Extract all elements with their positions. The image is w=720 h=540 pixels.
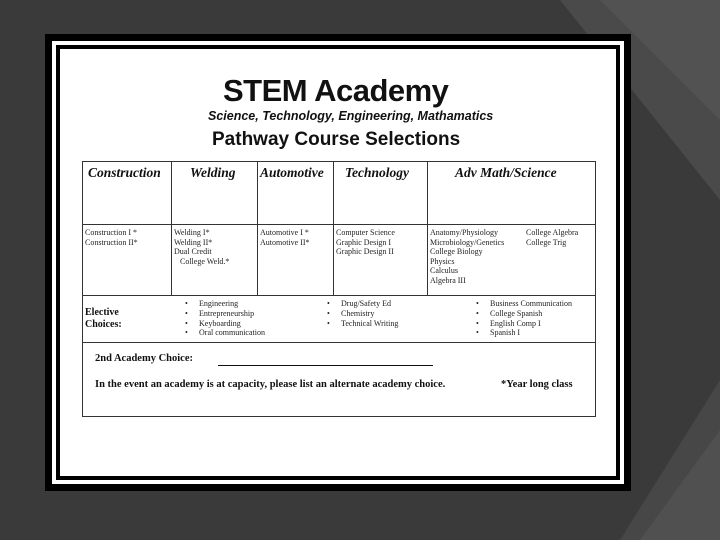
document-sheet	[60, 49, 616, 476]
year-long-note: *Year long class	[501, 379, 573, 390]
header-technology: Technology	[345, 165, 409, 180]
second-choice-label: 2nd Academy Choice:	[95, 353, 193, 364]
document-heading: Pathway Course Selections	[212, 129, 461, 150]
capacity-note: In the event an academy is at capacity, please list an alternate academy choice.	[95, 379, 446, 390]
header-automotive: Automotive	[260, 165, 324, 180]
header-welding: Welding	[190, 165, 236, 180]
header-adv-math-science: Adv Math/Science	[455, 165, 557, 180]
course-list-technology: Computer Science Graphic Design I Graphic Design II	[336, 228, 395, 256]
elective-row	[83, 296, 595, 342]
course-list-welding: Welding I* Welding II* Dual Credit College Weld.*	[174, 228, 230, 266]
course-list-adv-math: Anatomy/Physiology Microbiology/Genetics College Biology Physics Calculus Algebra III	[430, 228, 505, 285]
elective-label: Elective Choices:	[85, 307, 122, 330]
header-construction: Construction	[88, 165, 161, 180]
elective-group-1: • Engineering • Entrepreneurship • Keyboarding • Oral communication	[185, 299, 265, 338]
second-choice-blank[interactable]	[218, 365, 433, 366]
course-list-construction: Construction I * Construction II*	[85, 228, 138, 247]
course-table	[82, 161, 596, 343]
document-frame	[45, 34, 631, 491]
document-title: STEM Academy	[223, 73, 449, 108]
elective-group-2: • Drug/Safety Ed • Chemistry • Technical Writing	[327, 299, 398, 328]
course-list-automotive: Automotive I * Automotive II*	[260, 228, 310, 247]
course-list-adv-math-right: College Algebra College Trig	[526, 228, 579, 247]
elective-group-3: • Business Communication • College Spanish • English Comp I • Spanish I	[476, 299, 572, 338]
alternate-choice-box	[82, 343, 596, 417]
document-subtitle: Science, Technology, Engineering, Mathamatics	[208, 109, 494, 123]
